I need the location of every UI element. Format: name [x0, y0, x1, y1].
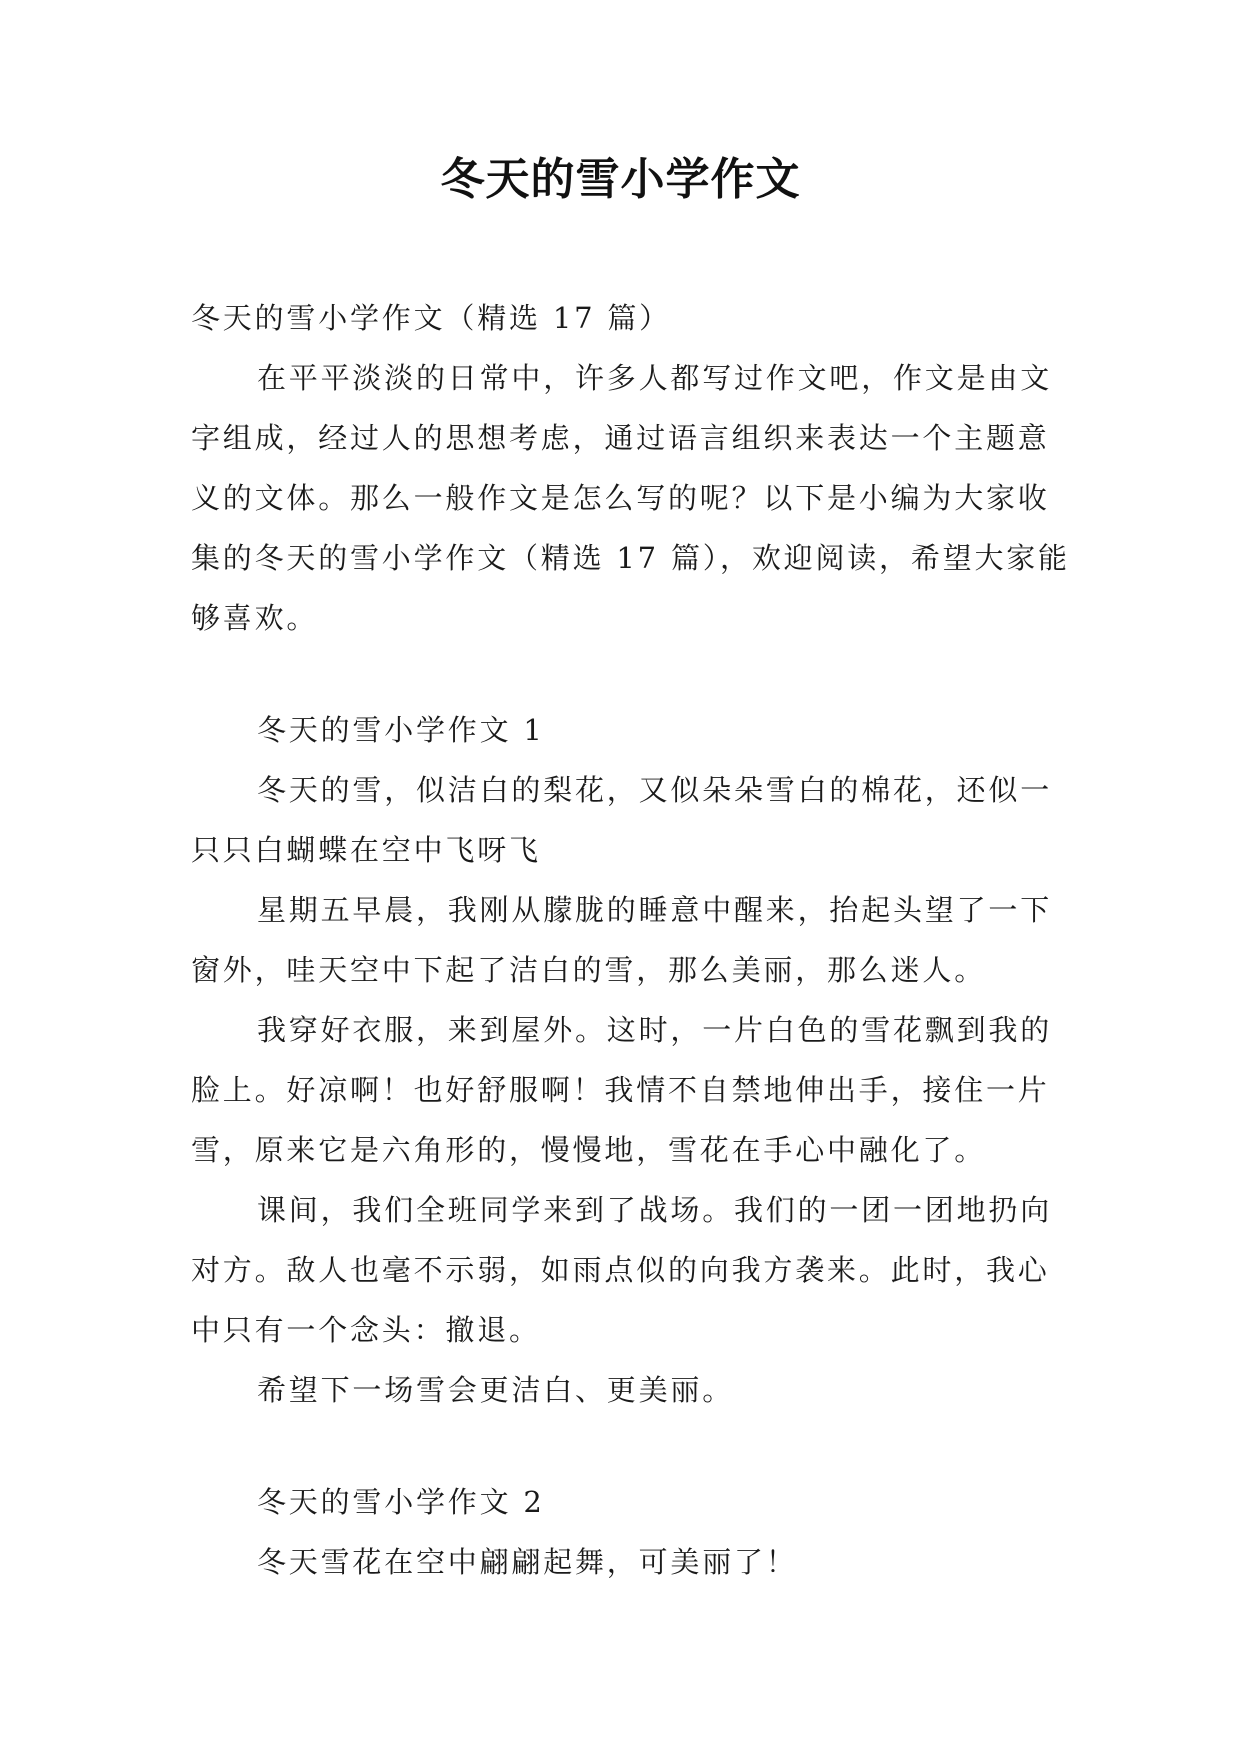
- section-gap: [191, 648, 1071, 700]
- section-heading: 冬天的雪小学作文 2: [257, 1485, 545, 1519]
- section-paragraph: 希望下一场雪会更洁白、更美丽。: [257, 1373, 735, 1407]
- document-body: [191, 288, 1071, 1592]
- section-paragraph: 我穿好衣服，来到屋外。这时，一片白色的雪花飘到我的脸上。好凉啊！也好舒服啊！我情不自禁地伸出手，接住一片雪，原来它是六角形的，慢慢地，雪花在手心中融化了。: [191, 1013, 1053, 1167]
- section-paragraph: 课间，我们全班同学来到了战场。我们的一团一团地扔向对方。敌人也毫不示弱，如雨点似的向我方袭来。此时，我心中只有一个念头：撤退。: [191, 1193, 1053, 1347]
- section-heading: 冬天的雪小学作文 1: [257, 713, 545, 747]
- section-gap: [191, 1420, 1071, 1472]
- section-paragraph: 冬天雪花在空中翩翩起舞，可美丽了！: [257, 1545, 798, 1579]
- section-paragraph: 星期五早晨，我刚从朦胧的睡意中醒来，抬起头望了一下窗外，哇天空中下起了洁白的雪，那么美丽，那么迷人。: [191, 893, 1053, 987]
- intro-paragraph: 在平平淡淡的日常中，许多人都写过作文吧，作文是由文字组成，经过人的思想考虑，通过语言组织来表达一个主题意义的文体。那么一般作文是怎么写的呢？以下是小编为大家收集的冬天的雪小学作文（精选 17 篇），欢迎阅读，希望大家能够喜欢。: [191, 361, 1070, 635]
- section-paragraph: 冬天的雪，似洁白的梨花，又似朵朵雪白的棉花，还似一只只白蝴蝶在空中飞呀飞: [191, 773, 1053, 867]
- document-subtitle: 冬天的雪小学作文（精选 17 篇）: [191, 301, 671, 335]
- document-title: 冬天的雪小学作文: [440, 154, 801, 205]
